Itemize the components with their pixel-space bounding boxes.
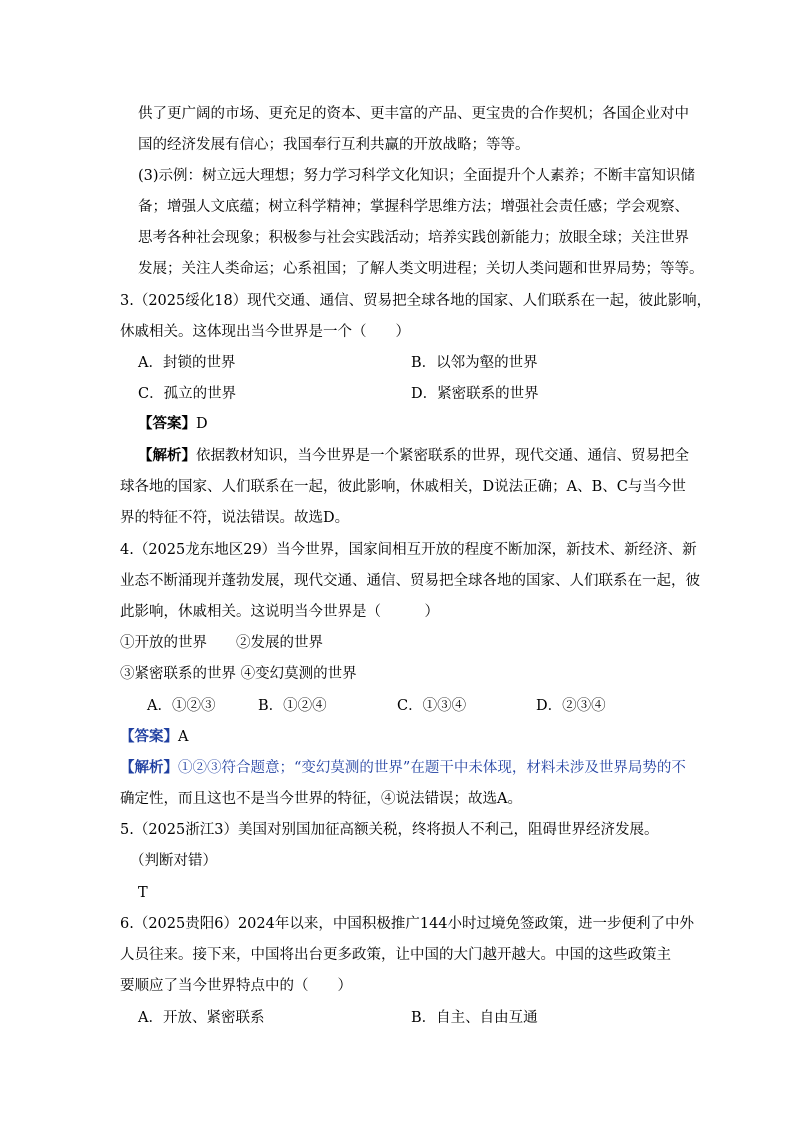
answer-continuation-line-4: 备；增强人文底蕴；树立科学精神；掌握科学思维方法；增强社会责任感；学会观察、 bbox=[138, 199, 689, 215]
explanation-tag: 【解析】 bbox=[120, 759, 178, 776]
q4-explanation-line-2: 确定性，而且这也不是当今世界的特征，④说法错误；故选A。 bbox=[120, 791, 522, 807]
answer-continuation-line-1: 供了更广阔的市场、更充足的资本、更丰富的产品、更宝贵的合作契机；各国企业对中 bbox=[138, 106, 689, 122]
q6-stem-line-1: 6.（2025贵阳6）2024年以来，中国积极推广144小时过境免签政策，进一步便利了中外 bbox=[120, 916, 695, 932]
q6-option-a: A．开放、紧密联系 bbox=[138, 1010, 265, 1026]
q3-option-b: B．以邻为壑的世界 bbox=[411, 355, 538, 371]
answer-continuation-line-3: (3)示例：树立远大理想；努力学习科学文化知识；全面提升个人素养；不断丰富知识储 bbox=[138, 168, 696, 184]
q4-option-c: C．①③④ bbox=[397, 698, 467, 714]
explanation-tag: 【解析】 bbox=[138, 447, 196, 464]
q5-stem: 5.（2025浙江3）美国对别国加征高额关税，终将损人不利己，阻碍世界经济发展。 bbox=[120, 822, 659, 838]
q6-stem-line-3: 要顺应了当今世界特点中的（ ） bbox=[120, 978, 352, 994]
explanation-text: ①②③符合题意；“变幻莫测的世界”在题干中未体现，材料未涉及世界局势的不 bbox=[178, 760, 686, 776]
q3-explanation-line-1 bbox=[138, 446, 689, 466]
answer-continuation-line-5: 思考各种社会现象；积极参与社会实践活动；培养实践创新能力；放眼全球；关注世界 bbox=[138, 230, 689, 246]
answer-tag: 【答案】 bbox=[120, 728, 178, 745]
q4-option-d: D．②③④ bbox=[536, 698, 606, 714]
q4-explanation-line-1 bbox=[120, 758, 686, 778]
q3-stem-line-2: 休戚相关。这体现出当今世界是一个（ ） bbox=[120, 324, 410, 340]
q4-answer bbox=[120, 727, 188, 747]
q3-option-a: A．封锁的世界 bbox=[138, 355, 236, 371]
q3-option-d: D．紧密联系的世界 bbox=[411, 386, 539, 402]
answer-value: D bbox=[196, 416, 208, 432]
q6-stem-line-2: 人员往来。接下来，中国将出台更多政策，让中国的大门越开越大。中国的这些政策主 bbox=[120, 947, 671, 963]
q4-option-a: A．①②③ bbox=[147, 698, 216, 714]
q3-answer bbox=[138, 414, 208, 434]
q4-stem-line-3: 此影响，休戚相关。这说明当今世界是（ ） bbox=[120, 604, 439, 620]
q5-answer: T bbox=[138, 885, 148, 901]
q4-option-b: B．①②④ bbox=[258, 698, 327, 714]
q4-stem-line-1: 4.（2025龙东地区29）当今世界，国家间相互开放的程度不断加深，新技术、新经济、新 bbox=[120, 542, 697, 558]
answer-continuation-line-2: 国的经济发展有信心；我国奉行互利共赢的开放战略；等等。 bbox=[138, 137, 530, 153]
answer-continuation-line-6: 发展；关注人类命运；心系祖国；了解人类文明进程；关切人类问题和世界局势；等等。 bbox=[138, 261, 704, 277]
q3-option-c: C．孤立的世界 bbox=[138, 386, 237, 402]
answer-tag: 【答案】 bbox=[138, 415, 196, 432]
q3-stem-line-1: 3.（2025绥化18）现代交通、通信、贸易把全球各地的国家、人们联系在一起，彼此影响， bbox=[120, 293, 712, 309]
q5-type: （判断对错） bbox=[130, 853, 217, 869]
q4-stem-line-2: 业态不断涌现并蓬勃发展，现代交通、通信、贸易把全球各地的国家、人们联系在一起，彼 bbox=[120, 573, 700, 589]
explanation-text: 依据教材知识，当今世界是一个紧密联系的世界，现代交通、通信、贸易把全 bbox=[196, 448, 689, 464]
q6-option-b: B．自主、自由互通 bbox=[411, 1010, 538, 1026]
q4-items-line-1: ①开放的世界 ②发展的世界 bbox=[120, 635, 323, 651]
q4-items-line-2: ③紧密联系的世界 ④变幻莫测的世界 bbox=[120, 666, 357, 682]
q3-explanation-line-3: 界的特征不符，说法错误。故选D。 bbox=[120, 510, 350, 526]
answer-value: A bbox=[178, 729, 189, 745]
q3-explanation-line-2: 球各地的国家、人们联系在一起，彼此影响，休戚相关，D说法正确；A、B、C与当今世 bbox=[120, 479, 686, 495]
